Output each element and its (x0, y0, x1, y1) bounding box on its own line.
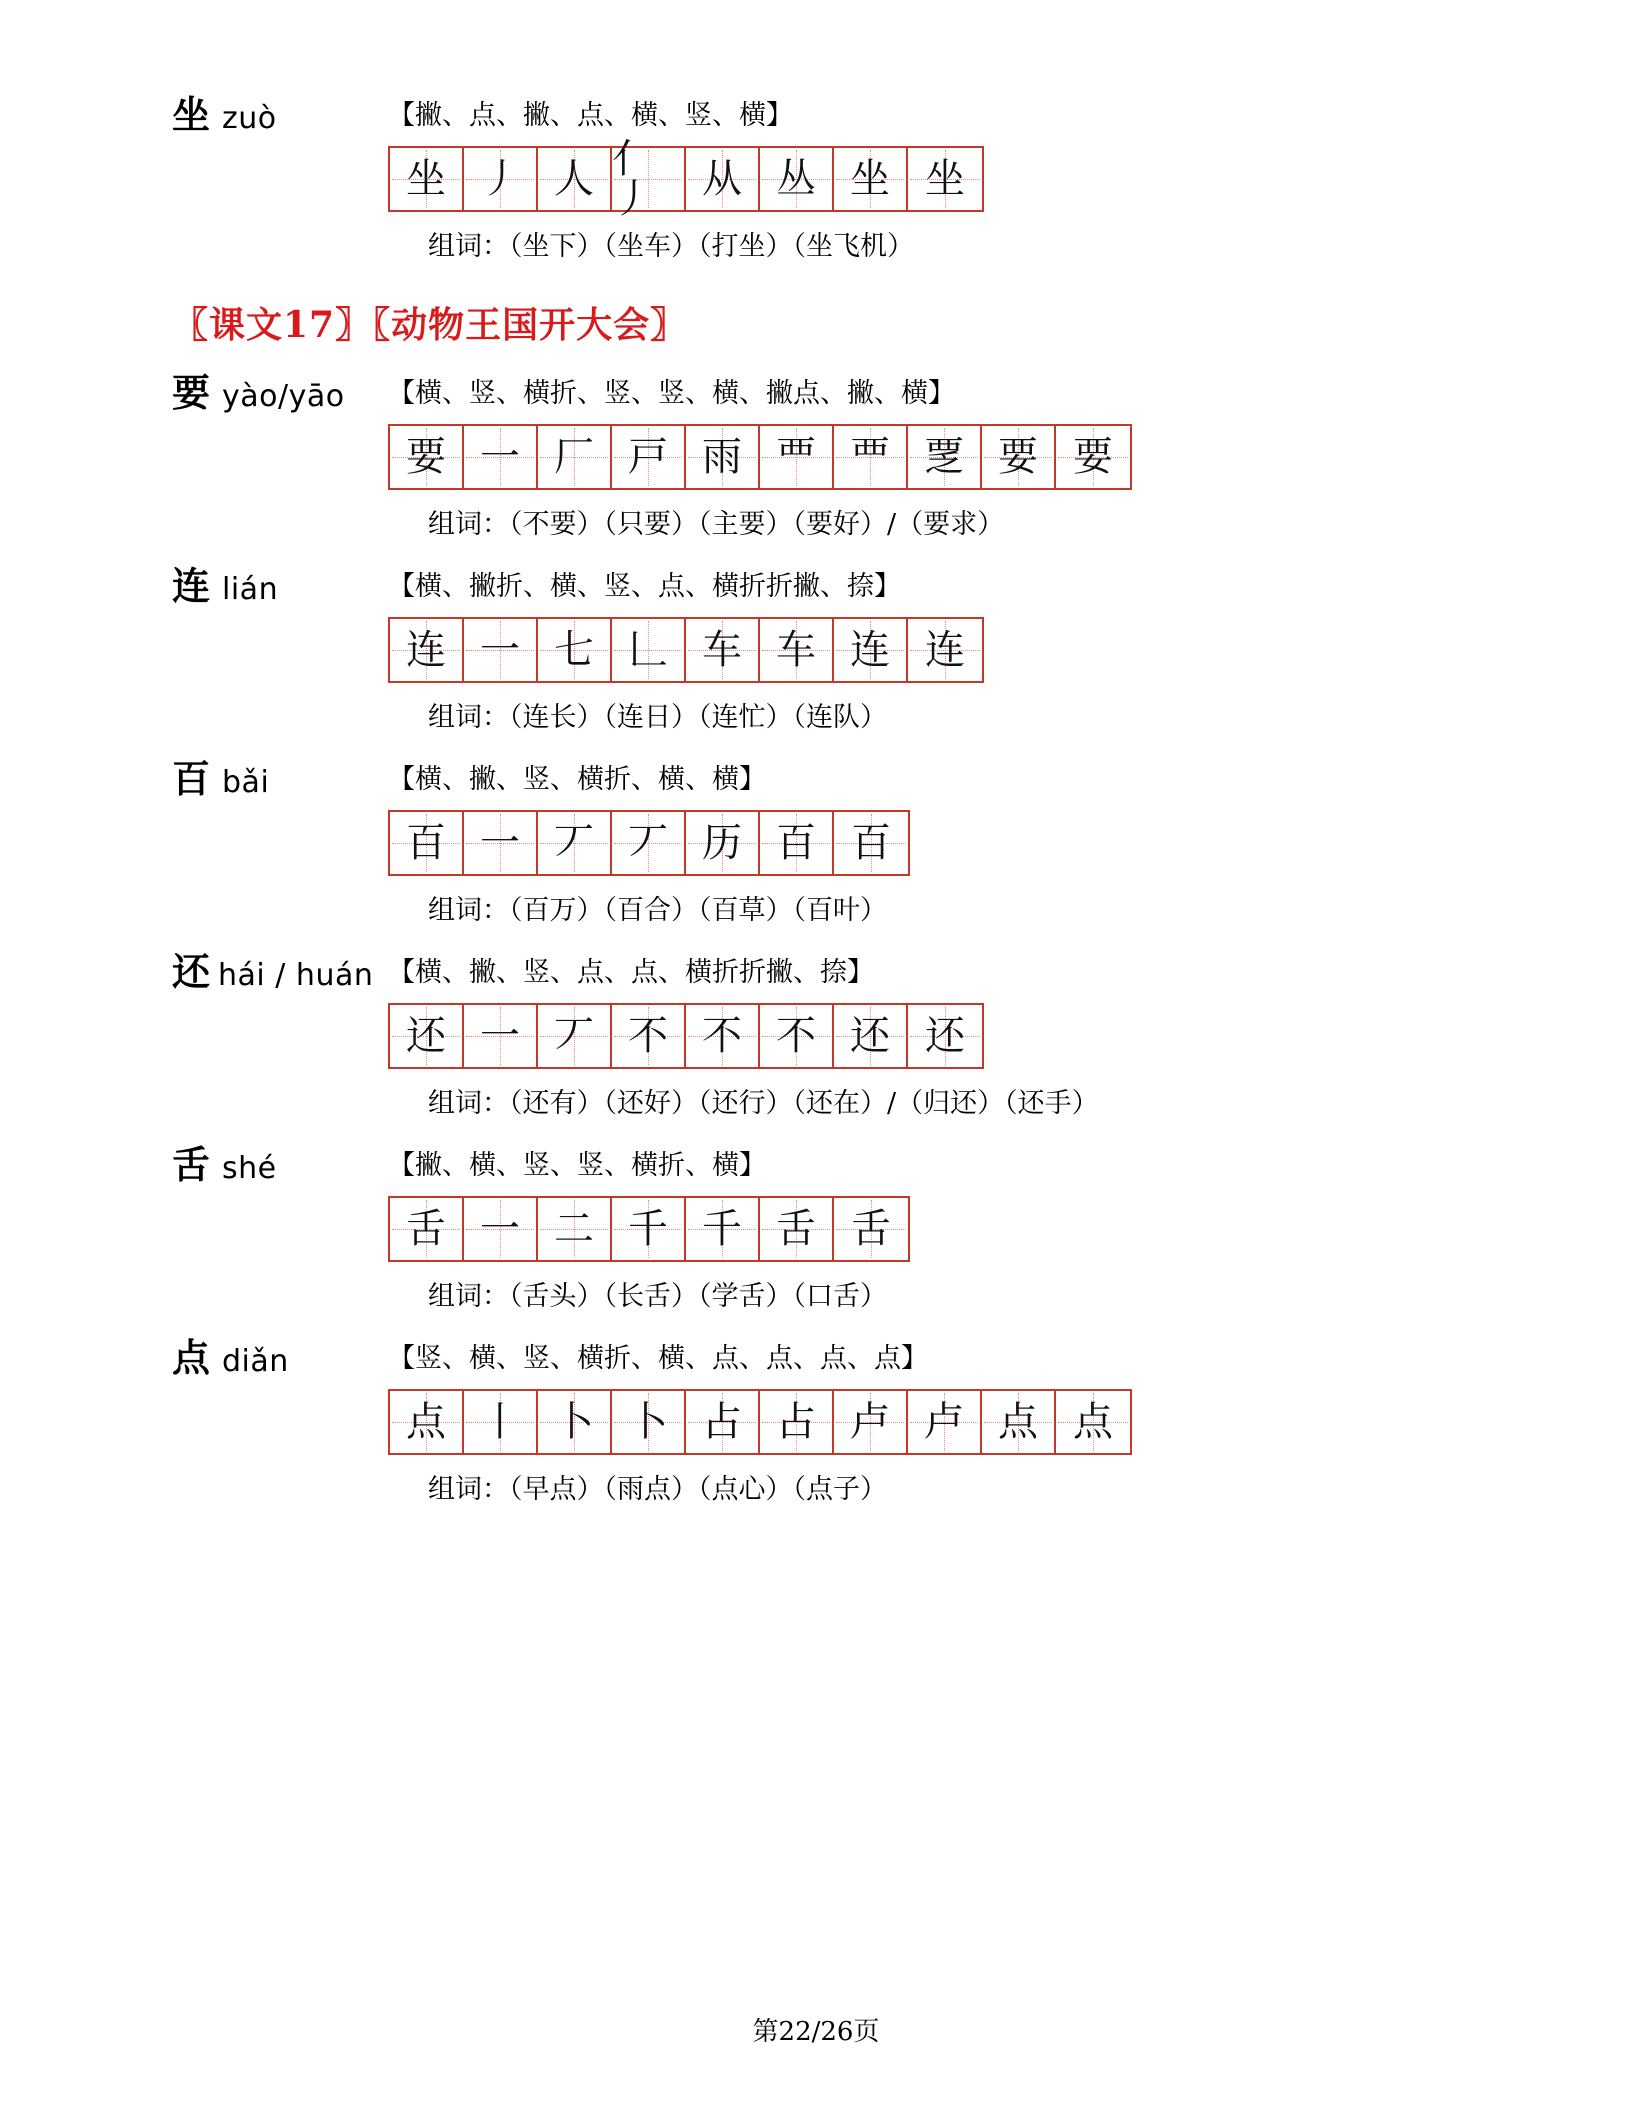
stroke-cell-glyph: 丆 (554, 1013, 594, 1059)
stroke-cell (908, 1391, 982, 1453)
stroke-cell (760, 812, 834, 874)
stroke-cell-glyph: 百 (406, 820, 446, 866)
stroke-cell (982, 426, 1056, 488)
stroke-order-list: 【横、撇、竖、横折、横、横】 (388, 764, 766, 795)
entry-header (128, 756, 1504, 801)
stroke-cell-glyph: 卢 (850, 1399, 890, 1445)
stroke-cell (760, 1391, 834, 1453)
entry-header (128, 1142, 1504, 1187)
stroke-cell (834, 1198, 908, 1260)
stroke-cell-glyph: 千 (628, 1206, 668, 1252)
stroke-cell (908, 148, 982, 210)
stroke-cell (464, 1391, 538, 1453)
stroke-cell-glyph: 一 (480, 1013, 520, 1059)
stroke-cell-glyph: 一 (480, 820, 520, 866)
stroke-cell-glyph: 要 (998, 434, 1038, 480)
stroke-cell (538, 619, 612, 681)
word-examples: 组词：（坐下）（坐车）（打坐）（坐飞机） (428, 231, 914, 262)
stroke-cell (390, 1005, 464, 1067)
stroke-cell (908, 426, 982, 488)
stroke-grid-wrapper (388, 810, 1504, 876)
stroke-cell-glyph: 𠃊 (628, 627, 668, 673)
stroke-cell (464, 812, 538, 874)
stroke-cell (686, 148, 760, 210)
stroke-cell-glyph: 占 (702, 1399, 742, 1445)
stroke-grid (388, 136, 984, 222)
stroke-grid (388, 617, 984, 683)
stroke-cell-glyph: 雨 (702, 434, 742, 480)
character-entry-hai (128, 949, 1504, 1120)
character-glyph: 百 (172, 756, 211, 801)
stroke-cell (464, 148, 538, 210)
stroke-cell-glyph: 丨 (480, 1399, 520, 1445)
stroke-cell-glyph: 百 (851, 820, 891, 866)
stroke-cell (834, 1005, 908, 1067)
stroke-cell-glyph: 一 (480, 1206, 520, 1252)
stroke-cell (612, 619, 686, 681)
character-pinyin: hái / huán (218, 958, 374, 993)
stroke-cell-glyph: 卢 (924, 1399, 964, 1445)
stroke-grid-wrapper (388, 1389, 1504, 1455)
stroke-cell-glyph: 车 (702, 627, 742, 673)
stroke-cell-glyph: 丛 (776, 156, 816, 202)
stroke-order-list: 【撇、横、竖、竖、横折、横】 (388, 1150, 766, 1181)
stroke-cell-glyph: 还 (406, 1013, 446, 1059)
entry-header (128, 92, 1504, 137)
stroke-cell (612, 1005, 686, 1067)
stroke-cell-glyph: 点 (998, 1399, 1038, 1445)
stroke-cell-glyph: 要 (406, 434, 446, 480)
stroke-grid (388, 424, 1132, 490)
stroke-cell (834, 619, 908, 681)
character-heading (128, 92, 388, 137)
character-pinyin: zuò (222, 101, 277, 136)
stroke-cell (390, 148, 464, 210)
stroke-cell-glyph: 人 (554, 156, 594, 202)
stroke-cell-glyph: 历 (702, 820, 742, 866)
stroke-cell (686, 1198, 760, 1260)
stroke-cell-glyph: 不 (628, 1013, 668, 1059)
character-heading (128, 563, 388, 608)
stroke-cell (390, 812, 464, 874)
stroke-cell-glyph: 百 (776, 820, 816, 866)
stroke-cell (390, 619, 464, 681)
stroke-cell (686, 619, 760, 681)
stroke-cell-glyph: 从 (702, 156, 742, 202)
character-pinyin: bǎi (222, 765, 270, 800)
stroke-cell (834, 148, 908, 210)
stroke-cell (982, 1391, 1056, 1453)
stroke-cell (760, 1005, 834, 1067)
stroke-cell (390, 1391, 464, 1453)
stroke-cell (538, 1198, 612, 1260)
stroke-order-list: 【横、撇折、横、竖、点、横折折撇、捺】 (388, 571, 901, 602)
stroke-grid (388, 810, 910, 876)
character-glyph: 点 (172, 1335, 211, 1380)
character-entry-lian (128, 563, 1504, 734)
stroke-cell-glyph: 车 (776, 627, 816, 673)
stroke-cell-glyph: 点 (1073, 1399, 1113, 1445)
stroke-cell-glyph: 舌 (776, 1206, 816, 1252)
character-entry-she (128, 1142, 1504, 1313)
stroke-cell (538, 812, 612, 874)
stroke-cell-glyph: 一 (480, 434, 520, 480)
stroke-cell-glyph: 连 (406, 627, 446, 673)
stroke-cell (686, 1391, 760, 1453)
stroke-cell (834, 426, 908, 488)
character-glyph: 坐 (172, 92, 211, 137)
stroke-cell (908, 1005, 982, 1067)
stroke-grid-wrapper (388, 617, 1504, 683)
stroke-cell-glyph: 丆 (628, 820, 668, 866)
stroke-cell-glyph: 坐 (850, 156, 890, 202)
stroke-cell-glyph: 点 (406, 1399, 446, 1445)
stroke-cell (390, 1198, 464, 1260)
character-glyph: 连 (172, 563, 211, 608)
stroke-cell-glyph: 卜 (628, 1399, 668, 1445)
character-pinyin: lián (222, 572, 279, 607)
stroke-cell (464, 1198, 538, 1260)
stroke-cell (1056, 1391, 1130, 1453)
character-heading (128, 370, 388, 415)
character-heading (128, 1335, 388, 1380)
character-entry-yao (128, 370, 1504, 541)
stroke-cell-glyph: 覀 (850, 434, 890, 480)
stroke-order-list: 【竖、横、竖、横折、横、点、点、点、点】 (388, 1343, 928, 1374)
stroke-cell-glyph: 丿 (480, 156, 520, 202)
stroke-grid (388, 1196, 910, 1262)
word-examples: 组词：（舌头）（长舌）（学舌）（口舌） (428, 1281, 887, 1312)
stroke-cell (760, 1198, 834, 1260)
stroke-cell-glyph: 要 (1073, 434, 1113, 480)
character-entry-bai (128, 756, 1504, 927)
stroke-cell-glyph: 丆 (554, 820, 594, 866)
word-examples: 组词：（还有）（还好）（还行）（还在）/（归还）（还手） (428, 1088, 1099, 1119)
character-glyph: 舌 (172, 1142, 211, 1187)
character-heading (128, 949, 388, 994)
stroke-cell-glyph: 还 (925, 1013, 965, 1059)
stroke-cell (834, 812, 908, 874)
lesson-heading: 〖课文17〗〖动物王国开大会〗 (172, 304, 688, 346)
stroke-cell (612, 1198, 686, 1260)
stroke-cell-glyph: 舌 (406, 1206, 446, 1252)
character-heading (128, 1142, 388, 1187)
stroke-cell-glyph: 亻丿 (612, 136, 652, 222)
stroke-cell-glyph: 舌 (851, 1206, 891, 1252)
stroke-cell (538, 1005, 612, 1067)
stroke-order-list: 【横、竖、横折、竖、竖、横、撇点、撇、横】 (388, 378, 955, 409)
stroke-cell (612, 426, 686, 488)
stroke-grid (388, 1389, 1132, 1455)
word-examples: 组词：（早点）（雨点）（点心）（点子） (428, 1474, 887, 1505)
stroke-grid-wrapper (388, 136, 1504, 222)
character-pinyin: shé (222, 1151, 277, 1186)
stroke-cell (538, 148, 612, 210)
stroke-cell (834, 1391, 908, 1453)
stroke-cell (1056, 426, 1130, 488)
stroke-cell (390, 426, 464, 488)
character-pinyin: diǎn (222, 1344, 289, 1379)
stroke-cell-glyph: 千 (702, 1206, 742, 1252)
stroke-cell-glyph: 坐 (406, 156, 446, 202)
stroke-cell (538, 1391, 612, 1453)
stroke-grid-wrapper (388, 1196, 1504, 1262)
stroke-grid-wrapper (388, 424, 1504, 490)
stroke-cell-glyph: 坐 (925, 156, 965, 202)
character-entry-dian (128, 1335, 1504, 1506)
entry-header (128, 1335, 1504, 1380)
stroke-cell-glyph: 不 (776, 1013, 816, 1059)
stroke-cell (612, 1391, 686, 1453)
entry-header (128, 370, 1504, 415)
stroke-grid (388, 1003, 984, 1069)
stroke-cell (612, 812, 686, 874)
stroke-cell (908, 619, 982, 681)
stroke-cell-glyph: 还 (850, 1013, 890, 1059)
stroke-cell (686, 812, 760, 874)
stroke-cell (686, 426, 760, 488)
stroke-grid-wrapper (388, 1003, 1504, 1069)
stroke-cell-glyph: 一 (480, 627, 520, 673)
character-glyph: 还 (172, 949, 211, 994)
stroke-cell-glyph: 卜 (554, 1399, 594, 1445)
stroke-cell-glyph: 二 (554, 1206, 594, 1252)
stroke-cell-glyph: 覀 (776, 434, 816, 480)
stroke-cell (464, 619, 538, 681)
stroke-cell (760, 619, 834, 681)
stroke-order-list: 【撇、点、撇、点、横、竖、横】 (388, 100, 793, 131)
page-footer: 第22/26页 (752, 2017, 880, 2047)
stroke-cell (760, 426, 834, 488)
word-examples: 组词：（百万）（百合）（百草）（百叶） (428, 895, 887, 926)
entry-header (128, 949, 1504, 994)
word-examples: 组词：（不要）（只要）（主要）（要好）/（要求） (428, 509, 1005, 540)
character-heading (128, 756, 388, 801)
stroke-order-list: 【横、撇、竖、点、点、横折折撇、捺】 (388, 957, 874, 988)
stroke-cell (538, 426, 612, 488)
entry-header (128, 563, 1504, 608)
character-entry-zuo (128, 92, 1504, 263)
stroke-cell-glyph: 覂 (924, 434, 964, 480)
stroke-cell (464, 426, 538, 488)
stroke-cell-glyph: 戸 (628, 434, 668, 480)
stroke-cell (612, 136, 686, 222)
stroke-cell-glyph: 连 (850, 627, 890, 673)
stroke-cell-glyph: 占 (776, 1399, 816, 1445)
word-examples: 组词：（连长）（连日）（连忙）（连队） (428, 702, 887, 733)
stroke-cell-glyph: 七 (554, 627, 594, 673)
stroke-cell (760, 148, 834, 210)
stroke-cell (686, 1005, 760, 1067)
stroke-cell-glyph: 不 (702, 1013, 742, 1059)
stroke-cell-glyph: 连 (925, 627, 965, 673)
character-glyph: 要 (172, 370, 211, 415)
character-pinyin: yào/yāo (222, 379, 345, 414)
stroke-cell (464, 1005, 538, 1067)
stroke-cell-glyph: 厂 (554, 434, 594, 480)
